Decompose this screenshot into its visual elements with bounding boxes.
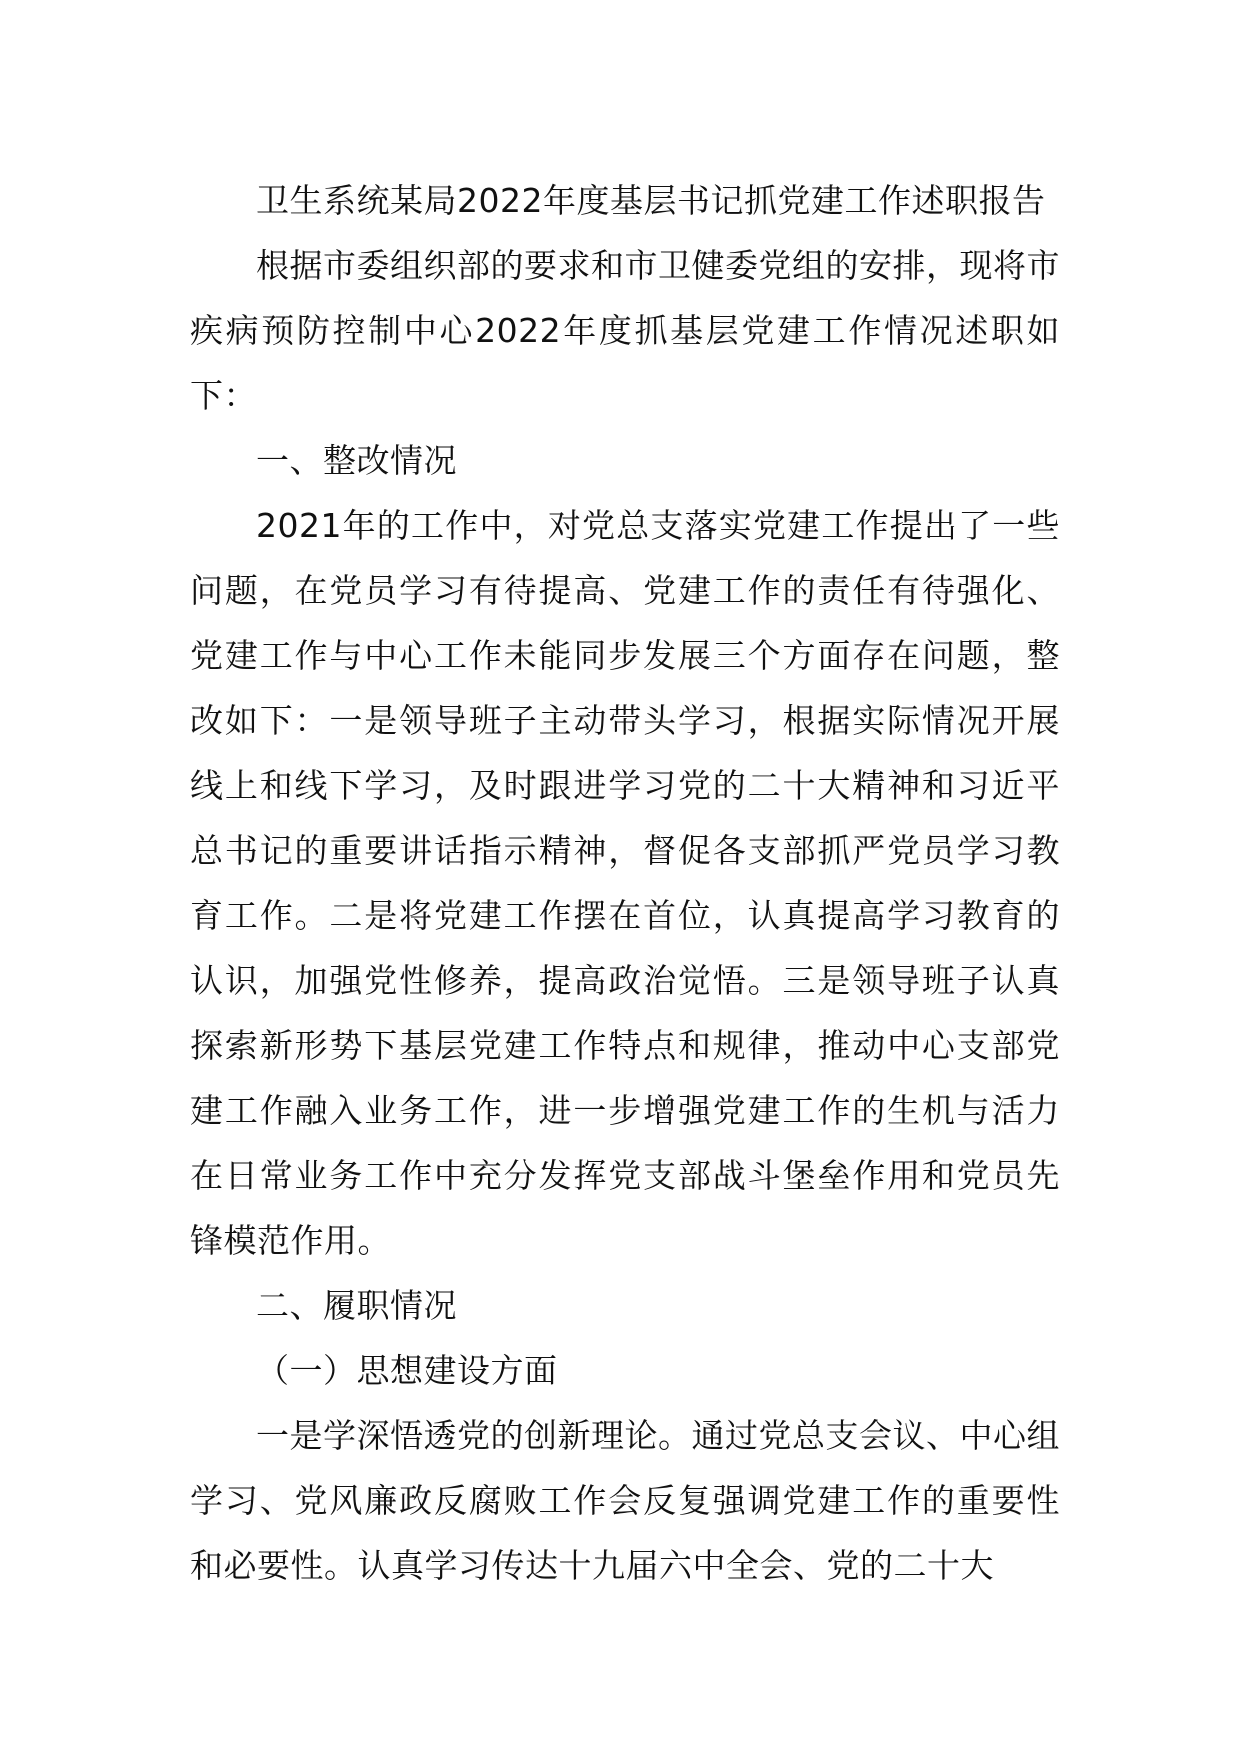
section-heading-duties: 二、履职情况 bbox=[256, 1286, 457, 1325]
document-title: 卫生系统某局2022年度基层书记抓党建工作述职报告 bbox=[256, 181, 1046, 220]
paragraph-rectification: 2021年的工作中，对党总支落实党建工作提出了一些问题，在党员学习有待提高、党建工作的责任有待强化、党建工作与中心工作未能同步发展三个方面存在问题，整改如下：一是领导班子主动带头学习，根据实际情况开展线上和线下学习，及时跟进学习党的二十大精神和习近平总书记的重要讲话指示精神，督促各支部抓严党员学习教育工作。二是将党建工作摆在首位，认真提高学习教育的认识，加强党性修养，提高政治觉悟。三是领导班子认真探索新形势下基层党建工作特点和规律，推动中心支部党建工作融入业务工作，进一步增强党建工作的生机与活力在日常业务工作中充分发挥党支部战斗堡垒作用和党员先锋模范作用。 bbox=[190, 506, 1060, 1260]
document-body bbox=[190, 168, 1060, 1598]
subsection-heading-ideology: （一）思想建设方面 bbox=[256, 1351, 558, 1390]
paragraph-ideology: 一是学深悟透党的创新理论。通过党总支会议、中心组学习、党风廉政反腐败工作会反复强调党建工作的重要性和必要性。认真学习传达十九届六中全会、党的二十大 bbox=[190, 1416, 1060, 1585]
paragraph-intro: 根据市委组织部的要求和市卫健委党组的安排，现将市疾病预防控制中心2022年度抓基层党建工作情况述职如下： bbox=[190, 246, 1060, 415]
section-heading-rectification: 一、整改情况 bbox=[256, 441, 457, 480]
